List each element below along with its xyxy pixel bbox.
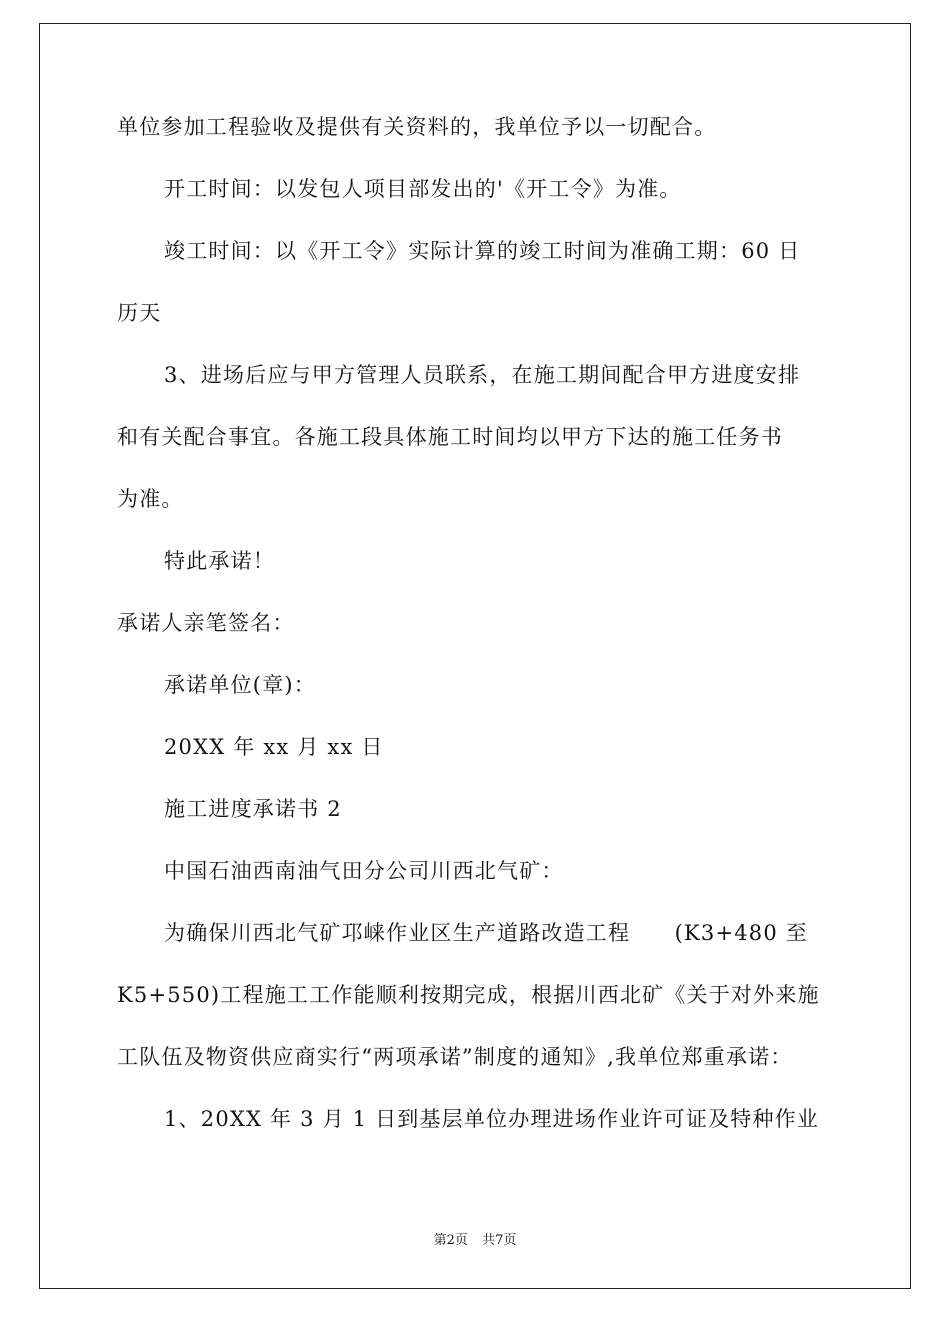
page-total: 共7页: [482, 1233, 517, 1248]
body-line-1: 单位参加工程验收及提供有关资料的，我单位予以一切配合。: [117, 115, 717, 139]
addressee-line: 中国石油西南油气田分公司川西北气矿：: [164, 859, 564, 883]
body-line-7: 为准。: [117, 487, 184, 511]
date-line: 20XX 年 xx 月 xx 日: [164, 735, 384, 759]
signature-label: 承诺人亲笔签名：: [117, 611, 295, 635]
page-current: 第2页: [433, 1233, 468, 1248]
page-border: [39, 23, 911, 1289]
page-footer: [0, 1233, 950, 1249]
body-line-16: 工队伍及物资供应商实行“两项承诺”制度的通知》,我单位郑重承诺：: [117, 1045, 793, 1069]
body-line-6: 和有关配合事宜。各施工段具体施工时间均以甲方下达的施工任务书: [117, 425, 783, 449]
body-line-15: K5+550)工程施工工作能顺利按期完成，根据川西北矿《关于对外来施: [117, 983, 820, 1007]
body-line-2: 开工时间：以发包人项目部发出的'《开工令》为准。: [164, 177, 682, 201]
unit-seal-label: 承诺单位(章)：: [164, 673, 316, 697]
body-line-8: 特此承诺！: [164, 549, 275, 573]
body-line-3: 竣工时间：以《开工令》实际计算的竣工时间为准确工期：60 日: [164, 239, 801, 263]
body-line-5: 3、进场后应与甲方管理人员联系，在施工期间配合甲方进度安排: [164, 363, 801, 387]
body-line-4: 历天: [117, 301, 162, 325]
section-title: 施工进度承诺书 2: [164, 797, 342, 821]
body-line-14: 为确保川西北气矿邛崃作业区生产道路改造工程 (K3+480 至: [164, 921, 808, 945]
body-line-17: 1、20XX 年 3 月 1 日到基层单位办理进场作业许可证及特种作业: [164, 1107, 820, 1131]
